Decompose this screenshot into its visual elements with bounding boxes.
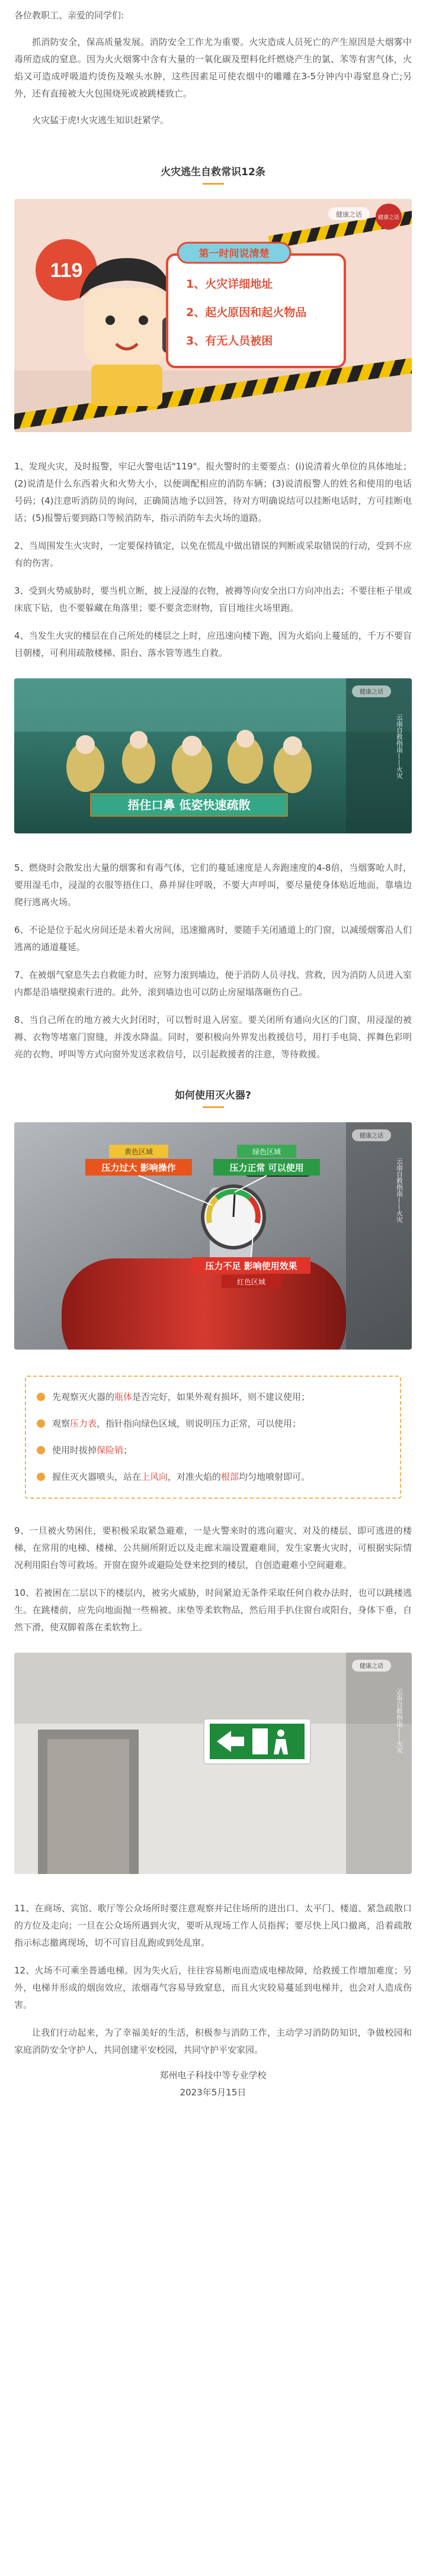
board-item-3: 3、有无人员被困 [186, 334, 273, 347]
zone-green-label: 绿色区域 [252, 1148, 281, 1156]
tip-1: 1、发现火灾，及时报警，牢记火警电话"119"。报火警时的主要要点：(i)说清着火单位的具体地址；(2)说清是什么东西着火和火势大小，以便调配相应的消防车辆；(3)说清报警人的姓名和使用的电话号码；(4)注意听消防员的询问，正确简洁地予以回答，待对方明确说结可以挂断电话时，方可挂断电话；(5)报警后要到路口等候消防车，指示消防车去火场的道路。 [14, 461, 412, 523]
highlight-upwind: 上风向 [141, 1471, 168, 1482]
closing-paragraph: 让我们行动起来，为了幸福美好的生活，积极参与消防工作，主动学习消防防知识，争做校园和家庭消防安全守护人，共同创建平安校园，共同守护平安家园。 [14, 2027, 412, 2055]
fire-call-illustration [14, 199, 412, 432]
tip-3: 3、受到火势威胁时，要当机立断，披上浸湿的衣物，被褥等向安全出口方向冲出去；不要往柜子里或床底下钻，也不要躲藏在角落里；要不要贪恋财物，盲目地往火场里跑。 [14, 585, 412, 613]
intro-paragraph-2: 火灾猛于虎!火灾逃生知识赶紧学。 [32, 115, 169, 125]
exit-sign-svg [14, 1653, 412, 1874]
section-title-escape-tips: 火灾逃生自救常识12条 [161, 166, 265, 178]
highlight-bottle: 瓶体 [114, 1392, 133, 1402]
extinguisher-svg [14, 1122, 412, 1350]
tip-2: 2、当周围发生火灾时，一定要保持镇定，以免在慌乱中做出错误的判断或采取错误的行动，受到不应有的伤害。 [14, 540, 412, 568]
highlight-root: 根部 [221, 1471, 239, 1482]
label-pressure-low: 压力不足 影响使用效果 [205, 1261, 297, 1271]
step-2: 观察压力表，指针指向绿色区域，则说明压力正常，可以使用； [37, 1415, 386, 1432]
greeting: 各位教职工、亲爱的同学们: [14, 10, 124, 21]
intro-paragraph-1: 抓消防安全，保高质量发展。消防安全工作尤为重要。火灾造成人员死亡的产生原因是大烟雾中毒所造成的窒息。因为火火烟雾中含有大量的一氧化碳及塑料化纤燃烧产生的氯、苯等有害气体，火焰又可造成呼吸道灼烫伤及喉头水肿，这些因素足可使农烟中的雕雕在3-5分钟内中毒窒息身亡;另外，还有直接被大火包围烧死或被跳楼致亡。 [14, 37, 412, 99]
tip-4: 4、当发生火灾的楼层在自己所处的楼层之上时，应迅速向楼下跑，因为火焰向上蔓延的，千万不要盲目朝楼，可利用疏散楼梯、阳台、落水管等逃生自救。 [14, 630, 412, 658]
section-title-extinguisher: 如何使用灭火器? [175, 1090, 251, 1102]
badge-top: 健康之话 [336, 211, 362, 218]
bullet-dot-icon [37, 1473, 45, 1481]
badge-top-4: 健康之话 [360, 1663, 383, 1670]
label-pressure-normal: 压力正常 可以使用 [229, 1163, 304, 1173]
tip-7: 7、在被烟气窒息失去自救能力时，应努力滚到墙边，便于消防人员寻找、营救，因为消防人员进入室内都是沿墙壁摸索行进的。此外，滚到墙边也可以防止房屋塌落砸伤自己。 [14, 970, 412, 997]
tip-6: 6、不论是位于起火房间还是未着火房间，迅速撤离时，要随手关闭通道上的门窗，以减缓烟雾沿人们逃离的通道蔓延。 [14, 925, 412, 952]
badge-top-2: 健康之话 [360, 689, 383, 695]
vertical-caption-3: 云南自救指南——火灾 [395, 1158, 403, 1223]
publish-date: 2023年5月15日 [180, 2087, 246, 2098]
tip-12: 12、火场不可乘坐普通电梯。因为失火后，往往容易断电而造成电梯故障，给救援工作增加难度；另外，电梯井形成的烟囱效应，浓烟毒气容易导致窒息，而且火灾较易蔓延到电梯井，也会对人造成伤害。 [14, 1965, 412, 2010]
exit-sign-photo [14, 1653, 412, 1874]
highlight-gauge: 压力表 [70, 1418, 97, 1429]
tip-10: 10、若被困在二层以下的楼层内，被劣火威胁，时间紧迫无条件采取任何自救办法时，也可以跳楼逃生。在跳楼前，应先向地面抛一些棉被、床垫等柔软物品，然后用手扒住窗台或阳台，身体下垂，自然下滑，使双脚着落在柔软物上。 [14, 1588, 412, 1632]
bullet-dot-icon [37, 1393, 45, 1401]
label-pressure-high: 压力过大 影响操作 [101, 1163, 176, 1173]
zone-red-label: 红色区域 [236, 1278, 266, 1286]
step-1: 先观察灭火器的瓶体是否完好，如果外观有损坏，则不建议使用； [37, 1389, 386, 1406]
vertical-caption-2: 云南自救指南——火灾 [395, 714, 403, 779]
step-4: 握住灭火器喷头，站在上风向，对准火焰的根部均匀地喷射即可。 [37, 1469, 386, 1486]
bullet-dot-icon [37, 1419, 45, 1428]
tip-5: 5、燃烧时会散发出大量的烟雾和有毒气体，它们的蔓延速度是人奔跑速度的4-8倍，当烟雾呛人时，要用湿毛巾，浸湿的衣服等捂住口、鼻并屏住呼吸，不要大声呼叫，要尽量使身体贴近地面，靠墙边爬行逃离火场。 [14, 862, 412, 907]
evacuation-photo [14, 678, 412, 833]
tip-11: 11、在商场、宾馆、歌厅等公众场所时要注意观察并记住场所的进出口、太平门、楼道、紧急疏散口的方位及走向；一旦在公众场所遇到火灾，要听从现场工作人员指挥；要尽快上风口撤离，沿着疏散指示标志撤离现场，切不可盲目乱跑或到处乱窜。 [14, 1903, 412, 1948]
board-item-1: 1、火灾详细地址 [186, 278, 273, 291]
school-name: 郑州电子科技中等专业学校 [159, 2070, 267, 2081]
extinguisher-steps-box [25, 1376, 401, 1499]
phone-119-label: 119 [50, 259, 83, 282]
vertical-caption-4: 云南自救指南——火灾 [395, 1688, 403, 1753]
tip-8: 8、当自己所在的地方被大火封闭时，可以暂时退入居室。要关闭所有通向火区的门窗，用浸湿的被褥、衣物等堵塞门窗缝，并泼水降温。同时，要积极向外界发出救援信号，用打手电筒、挥舞色彩明亮的衣物、呼叫等方式向窗外发送求救信号，以引起救援者的注意，等待救援。 [14, 1015, 412, 1060]
zone-yellow-label: 黄色区域 [124, 1148, 153, 1156]
extinguisher-gauge-photo [14, 1122, 412, 1350]
highlight-pin: 保险销 [97, 1445, 124, 1456]
step-3: 使用时拔掉保险销； [37, 1442, 386, 1459]
board-title: 第一时间说清楚 [198, 248, 270, 260]
banner-text: 捂住口鼻 低姿快速疏散 [127, 798, 251, 812]
evacuation-svg [14, 678, 412, 833]
logo-label: 健康之话 [377, 215, 400, 221]
fire-call-svg [14, 199, 412, 432]
bullet-dot-icon [37, 1446, 45, 1454]
tip-9: 9、一旦被火势困住，要积极采取紧急避难，一是火警来时的逃向避灾、对及的楼层、即可逃进的楼梯，在常用的电梯、楼梯、公共厕所附近以及走廊末端设置避难间，发生家裹火灾时，可根据实际情况利用阳台等可救场。开窗在窗外或避险处登来挖到的楼层，自创造避难小空间避难。 [14, 1525, 412, 1570]
board-item-2: 2、起火原因和起火物品 [186, 306, 307, 319]
badge-top-3: 健康之话 [360, 1133, 383, 1139]
